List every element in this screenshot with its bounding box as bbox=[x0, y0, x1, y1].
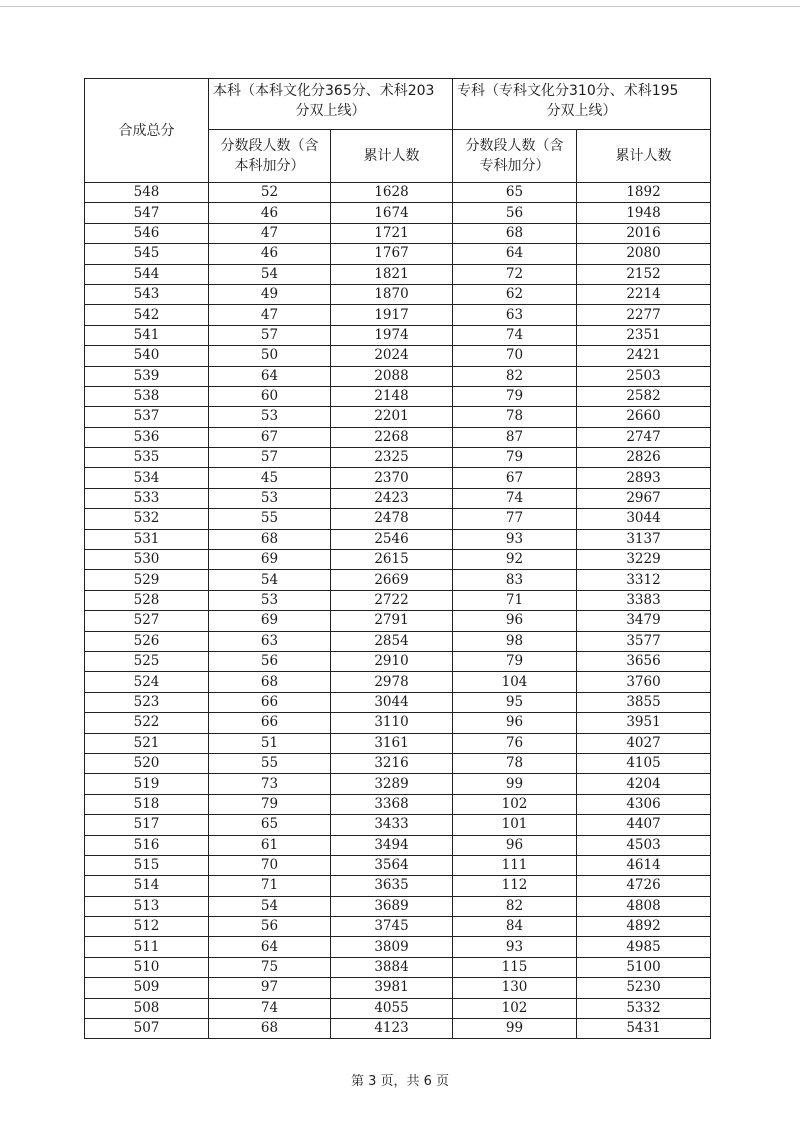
jc-cumulative-cell: 5230 bbox=[577, 978, 711, 998]
ug-segment-count-cell: 46 bbox=[209, 244, 331, 264]
table-row bbox=[85, 509, 711, 529]
table-row bbox=[85, 733, 711, 753]
jc-cumulative-cell: 1948 bbox=[577, 203, 711, 223]
ug-segment-count-cell: 75 bbox=[209, 957, 331, 977]
jc-segment-count-cell: 77 bbox=[453, 509, 577, 529]
ug-segment-count-cell: 69 bbox=[209, 550, 331, 570]
table-row bbox=[85, 223, 711, 243]
table-row bbox=[85, 590, 711, 610]
total-score-cell: 525 bbox=[85, 651, 209, 671]
total-score-cell: 538 bbox=[85, 386, 209, 406]
junior-header-line1: 专科（专科文化分310分、术科195 bbox=[457, 83, 679, 99]
jc-segment-count-cell: 112 bbox=[453, 876, 577, 896]
jc-cumulative-cell: 3383 bbox=[577, 590, 711, 610]
jc-cumulative-cell: 2893 bbox=[577, 468, 711, 488]
ug-cumulative-cell: 3745 bbox=[331, 917, 453, 937]
jc-cumulative-cell: 3855 bbox=[577, 692, 711, 712]
jc-segment-count-cell: 95 bbox=[453, 692, 577, 712]
jc-cumulative-cell: 4407 bbox=[577, 815, 711, 835]
ug-cumulative-cell: 3161 bbox=[331, 733, 453, 753]
total-score-cell: 519 bbox=[85, 774, 209, 794]
jc-cumulative-cell: 4808 bbox=[577, 896, 711, 916]
table-body bbox=[85, 183, 711, 1039]
jc-cumulative-cell: 4306 bbox=[577, 794, 711, 814]
jc-segment-count-cell: 72 bbox=[453, 264, 577, 284]
ug-segment-count-cell: 55 bbox=[209, 509, 331, 529]
total-score-cell: 513 bbox=[85, 896, 209, 916]
total-score-cell: 540 bbox=[85, 346, 209, 366]
undergrad-header-line2: 分双上线） bbox=[295, 103, 366, 119]
jc-segment-count-cell: 70 bbox=[453, 346, 577, 366]
table-row bbox=[85, 325, 711, 345]
jc-segment-count-cell: 79 bbox=[453, 386, 577, 406]
table-row bbox=[85, 468, 711, 488]
jc-segment-count-cell: 98 bbox=[453, 631, 577, 651]
total-score-cell: 539 bbox=[85, 366, 209, 386]
ug-cumulative-cell: 2088 bbox=[331, 366, 453, 386]
jc-segment-count-cell: 99 bbox=[453, 1019, 577, 1039]
jc-segment-count-cell: 92 bbox=[453, 550, 577, 570]
total-score-cell: 537 bbox=[85, 407, 209, 427]
ug-cumulative-cell: 1917 bbox=[331, 305, 453, 325]
jc-cumulative-cell: 3479 bbox=[577, 611, 711, 631]
jc-cumulative-cell: 4503 bbox=[577, 835, 711, 855]
ug-segment-count-cell: 60 bbox=[209, 386, 331, 406]
ug-cumulative-cell: 4123 bbox=[331, 1019, 453, 1039]
ug-cumulative-cell: 2854 bbox=[331, 631, 453, 651]
jc-cumulative-cell: 2080 bbox=[577, 244, 711, 264]
ug-segment-count-cell: 68 bbox=[209, 1019, 331, 1039]
jc-cumulative-cell: 4614 bbox=[577, 855, 711, 875]
ug-cumulative-cell: 2201 bbox=[331, 407, 453, 427]
ug-segment-count-cell: 67 bbox=[209, 427, 331, 447]
jc-segment-count-cell: 71 bbox=[453, 590, 577, 610]
ug-cumulative-cell: 1974 bbox=[331, 325, 453, 345]
table-row bbox=[85, 917, 711, 937]
table-row bbox=[85, 448, 711, 468]
total-score-cell: 544 bbox=[85, 264, 209, 284]
jc-cumulative-cell: 4105 bbox=[577, 753, 711, 773]
ug-segment-count-cell: 68 bbox=[209, 529, 331, 549]
total-score-cell: 508 bbox=[85, 998, 209, 1018]
total-score-cell: 530 bbox=[85, 550, 209, 570]
jc-segment-count-cell: 78 bbox=[453, 753, 577, 773]
total-score-cell: 517 bbox=[85, 815, 209, 835]
ug-segment-count-cell: 47 bbox=[209, 223, 331, 243]
ug-cumulative-cell: 1870 bbox=[331, 284, 453, 304]
table-row bbox=[85, 937, 711, 957]
table-row bbox=[85, 835, 711, 855]
table-row bbox=[85, 407, 711, 427]
total-score-cell: 528 bbox=[85, 590, 209, 610]
jc-cumulative-cell: 1892 bbox=[577, 183, 711, 203]
page-footer: 第 3 页，共 6 页 bbox=[350, 1074, 450, 1089]
score-distribution-table bbox=[84, 78, 711, 1039]
table-row bbox=[85, 713, 711, 733]
ug-segment-count-cell: 57 bbox=[209, 325, 331, 345]
ug-cumulative-cell: 3981 bbox=[331, 978, 453, 998]
jc-cumulative-cell: 2351 bbox=[577, 325, 711, 345]
ug-segment-count-cell: 66 bbox=[209, 713, 331, 733]
undergrad-cumulative-header: 累计人数 bbox=[331, 130, 453, 183]
jc-cumulative-cell: 2152 bbox=[577, 264, 711, 284]
ug-cumulative-cell: 3433 bbox=[331, 815, 453, 835]
jc-seg-line1: 分数段人数（含 bbox=[465, 138, 564, 154]
ug-segment-count-cell: 63 bbox=[209, 631, 331, 651]
jc-segment-count-cell: 93 bbox=[453, 529, 577, 549]
jc-segment-count-cell: 79 bbox=[453, 448, 577, 468]
ug-segment-count-cell: 56 bbox=[209, 651, 331, 671]
jc-cumulative-cell: 3044 bbox=[577, 509, 711, 529]
table-row bbox=[85, 346, 711, 366]
jc-cumulative-cell: 3137 bbox=[577, 529, 711, 549]
ug-segment-count-cell: 53 bbox=[209, 407, 331, 427]
ug-segment-count-cell: 53 bbox=[209, 488, 331, 508]
ug-segment-count-cell: 74 bbox=[209, 998, 331, 1018]
table-row bbox=[85, 978, 711, 998]
jc-segment-count-cell: 102 bbox=[453, 794, 577, 814]
table-row bbox=[85, 651, 711, 671]
jc-segment-count-cell: 74 bbox=[453, 488, 577, 508]
table-row bbox=[85, 753, 711, 773]
ug-segment-count-cell: 46 bbox=[209, 203, 331, 223]
ug-cumulative-cell: 4055 bbox=[331, 998, 453, 1018]
ug-cumulative-cell: 2024 bbox=[331, 346, 453, 366]
jc-segment-count-cell: 115 bbox=[453, 957, 577, 977]
total-score-cell: 542 bbox=[85, 305, 209, 325]
ug-segment-count-cell: 56 bbox=[209, 917, 331, 937]
total-score-cell: 526 bbox=[85, 631, 209, 651]
ug-segment-count-cell: 55 bbox=[209, 753, 331, 773]
table-row bbox=[85, 529, 711, 549]
total-score-cell: 543 bbox=[85, 284, 209, 304]
total-score-cell: 529 bbox=[85, 570, 209, 590]
junior-cumulative-header: 累计人数 bbox=[577, 130, 711, 183]
junior-header-line2: 分双上线） bbox=[546, 103, 617, 119]
table-row bbox=[85, 305, 711, 325]
jc-segment-count-cell: 79 bbox=[453, 651, 577, 671]
undergrad-group-header bbox=[209, 79, 453, 130]
table-row bbox=[85, 611, 711, 631]
ug-segment-count-cell: 69 bbox=[209, 611, 331, 631]
table-row bbox=[85, 203, 711, 223]
ug-seg-line1: 分数段人数（含 bbox=[220, 138, 319, 154]
table-row bbox=[85, 631, 711, 651]
jc-segment-count-cell: 96 bbox=[453, 611, 577, 631]
jc-cumulative-cell: 2503 bbox=[577, 366, 711, 386]
ug-cumulative-cell: 3044 bbox=[331, 692, 453, 712]
ug-segment-count-cell: 71 bbox=[209, 876, 331, 896]
jc-segment-count-cell: 83 bbox=[453, 570, 577, 590]
ug-segment-count-cell: 45 bbox=[209, 468, 331, 488]
jc-segment-count-cell: 82 bbox=[453, 366, 577, 386]
jc-segment-count-cell: 99 bbox=[453, 774, 577, 794]
table-row bbox=[85, 998, 711, 1018]
junior-college-group-header bbox=[453, 79, 711, 130]
ug-cumulative-cell: 3564 bbox=[331, 855, 453, 875]
undergrad-header-line1: 本科（本科文化分365分、术科203 bbox=[213, 83, 435, 99]
header-row-group bbox=[85, 79, 711, 130]
ug-segment-count-cell: 73 bbox=[209, 774, 331, 794]
total-score-cell: 531 bbox=[85, 529, 209, 549]
total-score-cell: 541 bbox=[85, 325, 209, 345]
ug-cumulative-cell: 1674 bbox=[331, 203, 453, 223]
total-score-cell: 535 bbox=[85, 448, 209, 468]
total-score-cell: 510 bbox=[85, 957, 209, 977]
total-score-cell: 545 bbox=[85, 244, 209, 264]
table-row bbox=[85, 672, 711, 692]
table-row bbox=[85, 284, 711, 304]
total-score-header: 合成总分 bbox=[85, 79, 209, 183]
total-score-cell: 507 bbox=[85, 1019, 209, 1039]
jc-cumulative-cell: 2826 bbox=[577, 448, 711, 468]
ug-cumulative-cell: 3289 bbox=[331, 774, 453, 794]
table-row bbox=[85, 692, 711, 712]
table-row bbox=[85, 550, 711, 570]
table-row bbox=[85, 1019, 711, 1039]
total-score-cell: 514 bbox=[85, 876, 209, 896]
ug-cumulative-cell: 3809 bbox=[331, 937, 453, 957]
total-score-cell: 534 bbox=[85, 468, 209, 488]
ug-cumulative-cell: 2791 bbox=[331, 611, 453, 631]
ug-cumulative-cell: 1767 bbox=[331, 244, 453, 264]
jc-segment-count-cell: 67 bbox=[453, 468, 577, 488]
jc-segment-count-cell: 104 bbox=[453, 672, 577, 692]
ug-segment-count-cell: 50 bbox=[209, 346, 331, 366]
total-score-cell: 521 bbox=[85, 733, 209, 753]
jc-segment-count-cell: 96 bbox=[453, 835, 577, 855]
table-row bbox=[85, 876, 711, 896]
table-row bbox=[85, 244, 711, 264]
table-row bbox=[85, 264, 711, 284]
ug-cumulative-cell: 2910 bbox=[331, 651, 453, 671]
junior-segment-count-header bbox=[453, 130, 577, 183]
total-score-cell: 515 bbox=[85, 855, 209, 875]
ug-segment-count-cell: 51 bbox=[209, 733, 331, 753]
table-row bbox=[85, 386, 711, 406]
table-header bbox=[85, 79, 711, 183]
ug-cumulative-cell: 2978 bbox=[331, 672, 453, 692]
ug-segment-count-cell: 53 bbox=[209, 590, 331, 610]
jc-segment-count-cell: 111 bbox=[453, 855, 577, 875]
total-score-cell: 547 bbox=[85, 203, 209, 223]
table-row bbox=[85, 183, 711, 203]
total-score-cell: 511 bbox=[85, 937, 209, 957]
jc-segment-count-cell: 64 bbox=[453, 244, 577, 264]
ug-segment-count-cell: 66 bbox=[209, 692, 331, 712]
total-score-cell: 546 bbox=[85, 223, 209, 243]
total-score-cell: 532 bbox=[85, 509, 209, 529]
ug-segment-count-cell: 61 bbox=[209, 835, 331, 855]
jc-cumulative-cell: 4204 bbox=[577, 774, 711, 794]
jc-cumulative-cell: 2582 bbox=[577, 386, 711, 406]
jc-cumulative-cell: 2421 bbox=[577, 346, 711, 366]
ug-cumulative-cell: 2669 bbox=[331, 570, 453, 590]
jc-segment-count-cell: 78 bbox=[453, 407, 577, 427]
total-score-cell: 509 bbox=[85, 978, 209, 998]
table-row bbox=[85, 774, 711, 794]
ug-segment-count-cell: 57 bbox=[209, 448, 331, 468]
ug-cumulative-cell: 1721 bbox=[331, 223, 453, 243]
jc-segment-count-cell: 84 bbox=[453, 917, 577, 937]
jc-cumulative-cell: 2214 bbox=[577, 284, 711, 304]
jc-cumulative-cell: 4985 bbox=[577, 937, 711, 957]
ug-cumulative-cell: 2370 bbox=[331, 468, 453, 488]
ug-segment-count-cell: 70 bbox=[209, 855, 331, 875]
ug-cumulative-cell: 2423 bbox=[331, 488, 453, 508]
jc-segment-count-cell: 96 bbox=[453, 713, 577, 733]
ug-cumulative-cell: 3110 bbox=[331, 713, 453, 733]
ug-cumulative-cell: 2148 bbox=[331, 386, 453, 406]
ug-seg-line2: 本科加分） bbox=[234, 158, 305, 174]
table-row bbox=[85, 570, 711, 590]
top-rule bbox=[0, 6, 800, 7]
table-row bbox=[85, 488, 711, 508]
jc-segment-count-cell: 65 bbox=[453, 183, 577, 203]
table-row bbox=[85, 366, 711, 386]
jc-cumulative-cell: 3760 bbox=[577, 672, 711, 692]
jc-segment-count-cell: 87 bbox=[453, 427, 577, 447]
jc-segment-count-cell: 63 bbox=[453, 305, 577, 325]
total-score-cell: 536 bbox=[85, 427, 209, 447]
ug-segment-count-cell: 52 bbox=[209, 183, 331, 203]
jc-cumulative-cell: 4027 bbox=[577, 733, 711, 753]
jc-cumulative-cell: 3312 bbox=[577, 570, 711, 590]
table-row bbox=[85, 855, 711, 875]
ug-cumulative-cell: 3216 bbox=[331, 753, 453, 773]
ug-cumulative-cell: 2325 bbox=[331, 448, 453, 468]
jc-segment-count-cell: 102 bbox=[453, 998, 577, 1018]
total-score-cell: 522 bbox=[85, 713, 209, 733]
ug-cumulative-cell: 2268 bbox=[331, 427, 453, 447]
total-score-cell: 548 bbox=[85, 183, 209, 203]
undergrad-segment-count-header bbox=[209, 130, 331, 183]
table-row bbox=[85, 427, 711, 447]
ug-segment-count-cell: 49 bbox=[209, 284, 331, 304]
ug-cumulative-cell: 3635 bbox=[331, 876, 453, 896]
table-row bbox=[85, 957, 711, 977]
total-score-cell: 518 bbox=[85, 794, 209, 814]
jc-cumulative-cell: 2747 bbox=[577, 427, 711, 447]
jc-segment-count-cell: 101 bbox=[453, 815, 577, 835]
total-score-cell: 523 bbox=[85, 692, 209, 712]
ug-cumulative-cell: 2615 bbox=[331, 550, 453, 570]
jc-cumulative-cell: 2016 bbox=[577, 223, 711, 243]
table-row bbox=[85, 794, 711, 814]
ug-cumulative-cell: 2546 bbox=[331, 529, 453, 549]
jc-segment-count-cell: 82 bbox=[453, 896, 577, 916]
jc-segment-count-cell: 56 bbox=[453, 203, 577, 223]
jc-cumulative-cell: 2967 bbox=[577, 488, 711, 508]
jc-segment-count-cell: 93 bbox=[453, 937, 577, 957]
jc-cumulative-cell: 3656 bbox=[577, 651, 711, 671]
jc-cumulative-cell: 3951 bbox=[577, 713, 711, 733]
ug-segment-count-cell: 64 bbox=[209, 937, 331, 957]
ug-cumulative-cell: 3689 bbox=[331, 896, 453, 916]
ug-cumulative-cell: 1628 bbox=[331, 183, 453, 203]
ug-segment-count-cell: 79 bbox=[209, 794, 331, 814]
ug-segment-count-cell: 54 bbox=[209, 570, 331, 590]
ug-segment-count-cell: 54 bbox=[209, 264, 331, 284]
ug-segment-count-cell: 64 bbox=[209, 366, 331, 386]
table-row bbox=[85, 815, 711, 835]
jc-cumulative-cell: 3229 bbox=[577, 550, 711, 570]
ug-segment-count-cell: 54 bbox=[209, 896, 331, 916]
jc-seg-line2: 专科加分） bbox=[479, 158, 550, 174]
jc-segment-count-cell: 76 bbox=[453, 733, 577, 753]
ug-segment-count-cell: 65 bbox=[209, 815, 331, 835]
ug-cumulative-cell: 3368 bbox=[331, 794, 453, 814]
ug-segment-count-cell: 47 bbox=[209, 305, 331, 325]
jc-cumulative-cell: 2660 bbox=[577, 407, 711, 427]
jc-cumulative-cell: 4892 bbox=[577, 917, 711, 937]
jc-cumulative-cell: 5431 bbox=[577, 1019, 711, 1039]
jc-cumulative-cell: 5100 bbox=[577, 957, 711, 977]
total-score-cell: 527 bbox=[85, 611, 209, 631]
jc-cumulative-cell: 5332 bbox=[577, 998, 711, 1018]
total-score-cell: 516 bbox=[85, 835, 209, 855]
jc-segment-count-cell: 68 bbox=[453, 223, 577, 243]
ug-cumulative-cell: 2722 bbox=[331, 590, 453, 610]
jc-cumulative-cell: 4726 bbox=[577, 876, 711, 896]
ug-cumulative-cell: 1821 bbox=[331, 264, 453, 284]
ug-segment-count-cell: 68 bbox=[209, 672, 331, 692]
ug-cumulative-cell: 3884 bbox=[331, 957, 453, 977]
jc-segment-count-cell: 130 bbox=[453, 978, 577, 998]
table-row bbox=[85, 896, 711, 916]
ug-cumulative-cell: 3494 bbox=[331, 835, 453, 855]
jc-segment-count-cell: 62 bbox=[453, 284, 577, 304]
jc-segment-count-cell: 74 bbox=[453, 325, 577, 345]
ug-segment-count-cell: 97 bbox=[209, 978, 331, 998]
total-score-cell: 520 bbox=[85, 753, 209, 773]
total-score-cell: 533 bbox=[85, 488, 209, 508]
total-score-cell: 524 bbox=[85, 672, 209, 692]
ug-cumulative-cell: 2478 bbox=[331, 509, 453, 529]
jc-cumulative-cell: 2277 bbox=[577, 305, 711, 325]
total-score-cell: 512 bbox=[85, 917, 209, 937]
jc-cumulative-cell: 3577 bbox=[577, 631, 711, 651]
